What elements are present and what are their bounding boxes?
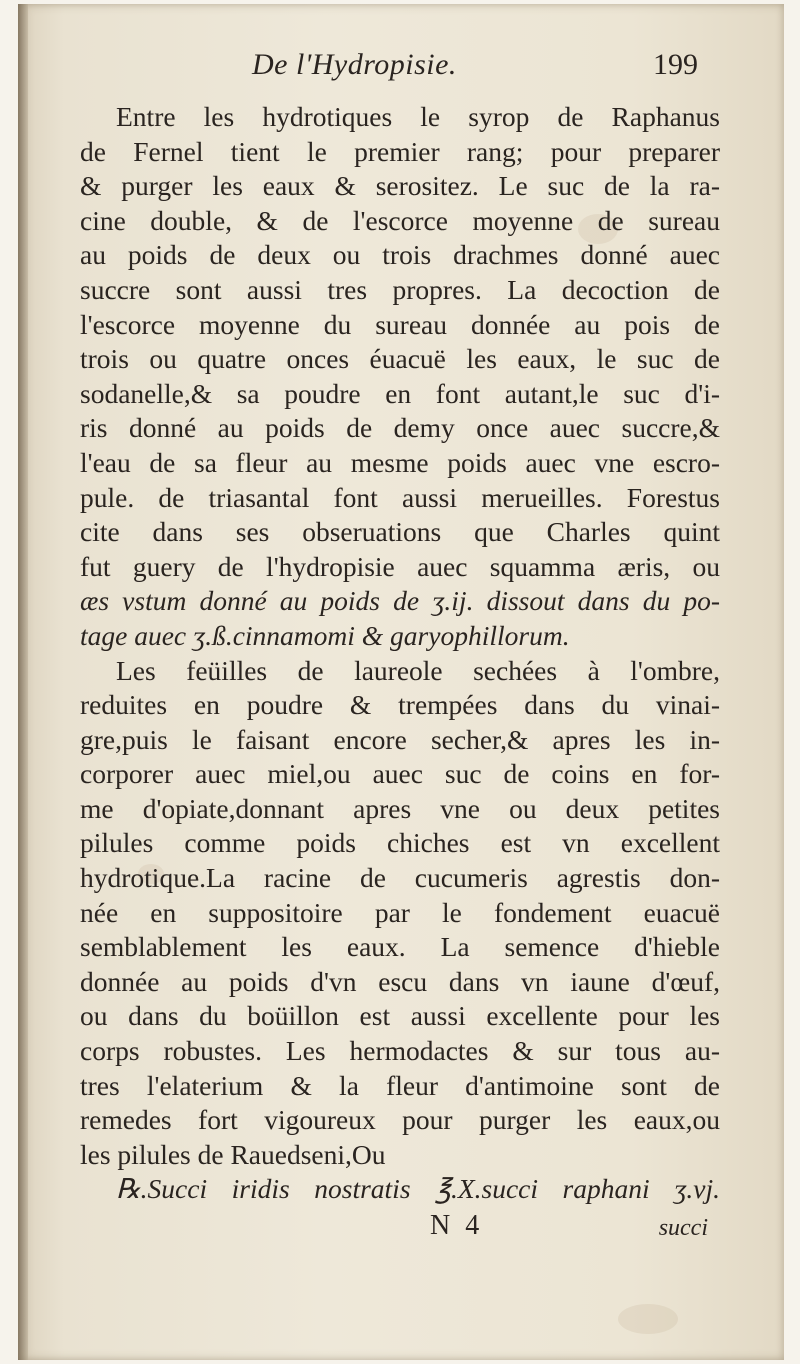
book-page — [18, 4, 784, 1360]
text-line: l'eau de sa fleur au mesme poids auec vne escro- — [80, 446, 720, 478]
text-line: sodanelle,& sa poudre en font autant,le suc d'i- — [80, 377, 720, 409]
text-line: succre sont aussi tres propres. La decoction de — [80, 273, 720, 305]
text-line: remedes fort vigoureux pour purger les eaux,ou — [80, 1104, 720, 1136]
foxing-stain — [618, 1304, 678, 1334]
text-line: au poids de deux ou trois drachmes donné auec — [80, 239, 720, 271]
text-line: cite dans ses obseruations que Charles quint — [80, 516, 720, 548]
text-line: pilules comme poids chiches est vn excellent — [80, 827, 720, 859]
page-number: 199 — [653, 48, 698, 81]
text-line: reduites en poudre & trempées dans du vinai- — [80, 689, 720, 721]
signature-mark: N 4 — [430, 1210, 484, 1241]
text-line: donnée au poids d'vn escu dans vn iaune d'œuf, — [80, 965, 720, 997]
catchword: succi — [658, 1215, 708, 1241]
text-line: tage auec ʒ.ß.cinnamomi & garyophillorum. — [80, 619, 570, 651]
page-footer — [80, 1209, 720, 1249]
text-line: ℞.Succi iridis nostratis ℥.X.succi raphani ʒ.vj. — [116, 1173, 720, 1205]
text-line: & purger les eaux & serositez. Le suc de la ra- — [80, 170, 720, 202]
page-gutter — [18, 4, 28, 1360]
text-line: corporer auec miel,ou auec suc de coins en for- — [80, 758, 720, 790]
text-line: les pilules de Rauedseni,Ou — [80, 1138, 386, 1170]
text-line: ris donné au poids de demy once auec succre,& — [80, 412, 720, 444]
text-line: fut guery de l'hydropisie auec squamma æris, ou — [80, 550, 720, 582]
text-block — [80, 44, 720, 1249]
text-line: Entre les hydrotiques le syrop de Raphanus — [116, 101, 720, 132]
text-line: æs vstum donné au poids de ʒ.ij. dissout dans du po- — [80, 585, 720, 617]
text-line: Les feüilles de laureole sechées à l'ombre, — [116, 654, 720, 686]
text-line: trois ou quatre onces éuacuë les eaux, le suc de — [80, 343, 720, 375]
running-title: De l'Hydropisie. — [252, 48, 457, 81]
text-line: de Fernel tient le premier rang; pour preparer — [80, 135, 720, 167]
text-line: me d'opiate,donnant apres vne ou deux petites — [80, 792, 720, 824]
text-line: pule. de triasantal font aussi merueilles. Forestus — [80, 481, 720, 513]
text-line: hydrotique.La racine de cucumeris agrestis don- — [80, 862, 720, 894]
text-line: tres l'elaterium & la fleur d'antimoine sont de — [80, 1069, 720, 1101]
text-line: corps robustes. Les hermodactes & sur tous au- — [80, 1035, 720, 1067]
text-line: ou dans du boüillon est aussi excellente pour les — [80, 1000, 720, 1032]
text-line: gre,puis le faisant encore secher,& apres les in- — [80, 723, 720, 755]
page-header — [80, 44, 720, 100]
text-line: semblablement les eaux. La semence d'hieble — [80, 931, 720, 963]
text-line: née en suppositoire par le fondement euacuë — [80, 896, 720, 928]
text-line: cine double, & de l'escorce moyenne de sureau — [80, 204, 720, 236]
text-line: l'escorce moyenne du sureau donnée au pois de — [80, 308, 720, 340]
